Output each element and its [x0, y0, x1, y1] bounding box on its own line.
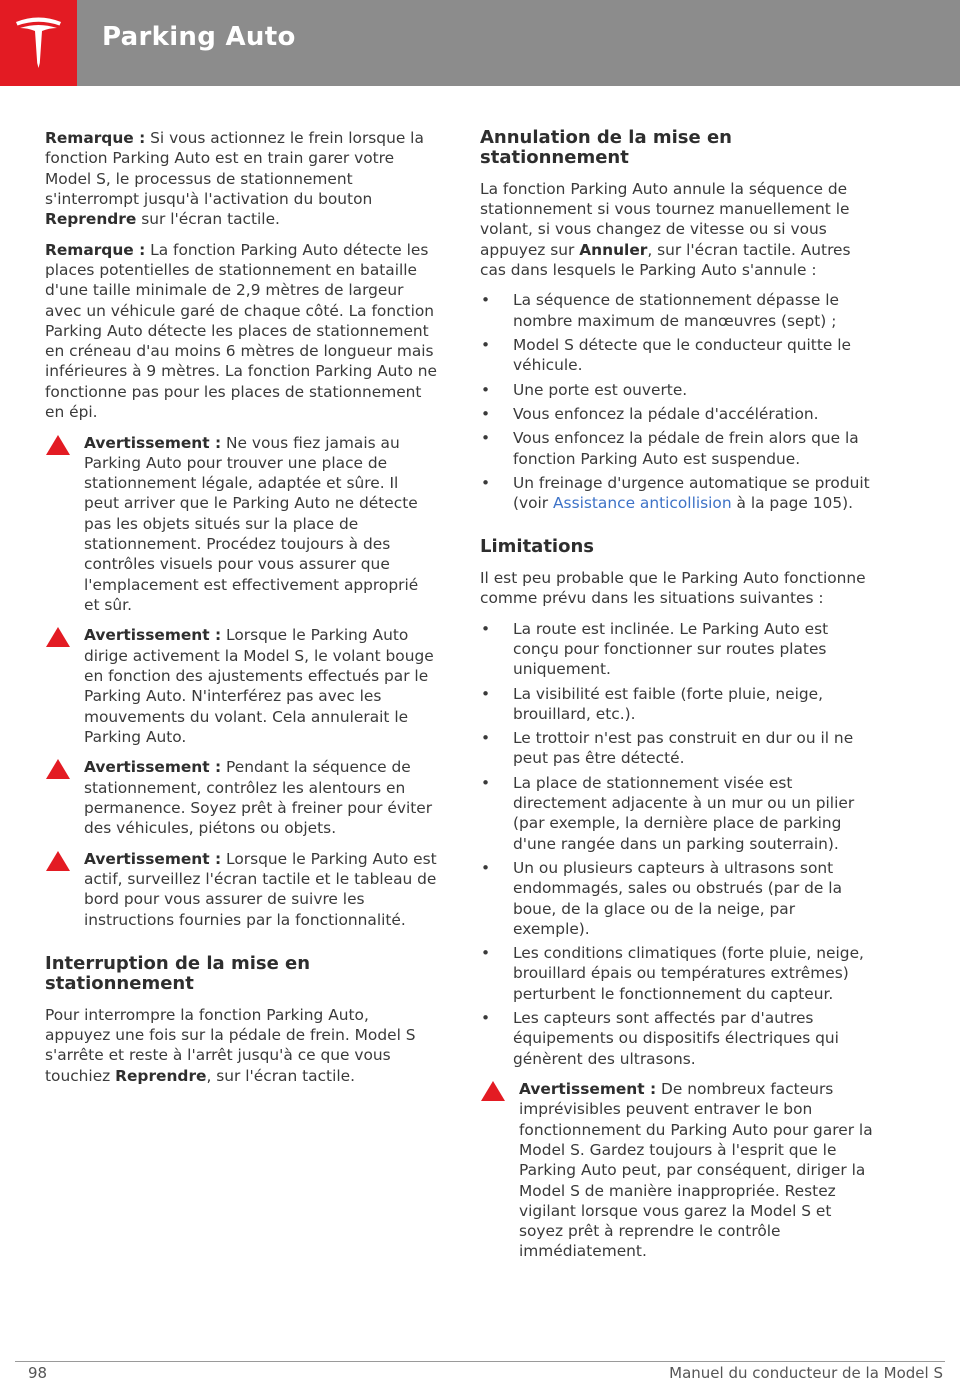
section-heading-interruption: Interruption de la mise en stationnement	[45, 952, 311, 995]
cancel-bullet-list	[480, 290, 875, 513]
warning-triangle-icon	[45, 850, 71, 872]
page-title: Parking Auto	[102, 22, 296, 52]
resume-term: Reprendre	[45, 210, 137, 229]
warning-triangle-icon	[45, 758, 71, 780]
note-detection: Remarque : La fonction Parking Auto détecte les places potentielles de stationnement en bataille d'une taille minimale de 2,9 mètres de largeur avec un véhicule garé de chaque côté. La fonction Parking Auto détecte les places de stationnement en créneau d'au moins 6 mètres de longueur mais inférieures à 9 mètres. La fonction Parking Auto ne fonctionne pas pour les places de stationnement en épi.	[45, 240, 438, 422]
warning-block: Avertissement : Ne vous fiez jamais au Parking Auto pour trouver une place de stationnement légale, adaptée et sûre. Il peut arriver que le Parking Auto ne détecte pas les objets situés sur la place de stationnement. Procédez toujours à des contrôles visuels pour vous assurer que l'emplacement est effectivement approprié et sûr.	[45, 433, 437, 616]
section-heading-limitations: Limitations	[480, 536, 594, 558]
section-heading-cancel: Annulation de la mise en stationnement	[480, 127, 732, 169]
list-item: • Les capteurs sont affectés par d'autres équipements ou dispositifs électriques qui génèrent des ultrasons.	[480, 1008, 875, 1069]
warning-label: Avertissement :	[84, 849, 222, 868]
list-item: • Le trottoir n'est pas construit en dur ou il ne peut pas être détecté.	[480, 728, 875, 769]
warning-block: Avertissement : Lorsque le Parking Auto est actif, surveillez l'écran tactile et le tableau de bord pour vous assurer de suivre les instructions fournies par la fonctionnalité.	[45, 849, 437, 930]
warning-block: Avertissement : De nombreux facteurs imprévisibles peuvent entraver le bon fonctionnement du Parking Auto pour garer la Model S. Gardez toujours à l'esprit que le Parking Auto peut, par conséquent, diriger la Model S de manière inappropriée. Restez vigilant lorsque vous garez la Model S et soyez prêt à reprendre le contrôle immédiatement.	[480, 1079, 875, 1262]
brand-logo	[0, 0, 77, 86]
resume-term: Reprendre	[115, 1066, 207, 1085]
warning-label: Avertissement :	[84, 433, 222, 452]
note-label: Remarque :	[45, 129, 146, 147]
interruption-text: Pour interrompre la fonction Parking Auto, appuyez une fois sur la pédale de frein. Model S s'arrête et reste à l'arrêt jusqu'à ce que vous touchiez Reprendre, sur l'écran tactile.	[45, 1005, 416, 1085]
limitations-bullet-list	[480, 619, 875, 1069]
note-label: Remarque :	[45, 240, 146, 259]
cancel-term: Annuler	[579, 240, 648, 259]
link-assistance-anticollision[interactable]: Assistance anticollision	[553, 494, 732, 513]
left-column	[45, 128, 437, 1096]
list-item: • Vous enfoncez la pédale d'accélération.	[480, 404, 875, 424]
limitations-intro: Il est peu probable que le Parking Auto fonctionne comme prévu dans les situations suivantes :	[480, 568, 866, 608]
warning-triangle-icon	[45, 626, 71, 648]
note-brake: Remarque : Si vous actionnez le frein lorsque la fonction Parking Auto est en train garer votre Model S, le processus de stationnement s'interrompt jusqu'à l'activation du bouton Reprendre sur l'écran tactile.	[45, 129, 424, 229]
warning-block: Avertissement : Lorsque le Parking Auto dirige activement la Model S, le volant bouge en fonction des ajustements effectués par le Parking Auto. N'interférez pas avec les mouvements du volant. Cela annulerait le Parking Auto.	[45, 625, 437, 747]
cancel-text: La fonction Parking Auto annule la séquence de stationnement si vous tournez manuellement le volant, si vous changez de vitesse ou si vous appuyez sur Annuler, sur l'écran tactile. Autres cas dans lesquels le Parking Auto s'annule :	[480, 179, 851, 279]
list-item: • La séquence de stationnement dépasse le nombre maximum de manœuvres (sept) ;	[480, 290, 875, 331]
warning-label: Avertissement :	[84, 758, 222, 777]
right-column	[480, 128, 875, 1272]
footer-divider	[15, 1361, 945, 1362]
list-item: • La visibilité est faible (forte pluie, neige, brouillard, etc.).	[480, 684, 875, 725]
warning-triangle-icon	[45, 434, 71, 456]
list-item: • Vous enfoncez la pédale de frein alors que la fonction Parking Auto est suspendue.	[480, 428, 875, 469]
manual-title: Manuel du conducteur de la Model S	[669, 1364, 943, 1382]
list-item: • Une porte est ouverte.	[480, 380, 875, 400]
warning-label: Avertissement :	[519, 1080, 657, 1099]
list-item: • Un ou plusieurs capteurs à ultrasons sont endommagés, sales ou obstrués (par de la boue, de la glace ou de la neige, par exemple).	[480, 858, 875, 939]
list-item: • Un freinage d'urgence automatique se produit (voir Assistance anticollision à la page 105).	[480, 473, 875, 514]
tesla-logo-icon	[14, 16, 63, 70]
page-header	[0, 0, 960, 86]
list-item: • Model S détecte que le conducteur quitte le véhicule.	[480, 335, 875, 376]
warning-triangle-icon	[480, 1080, 506, 1102]
warning-block: Avertissement : Pendant la séquence de stationnement, contrôlez les alentours en permanence. Soyez prêt à freiner pour éviter des véhicules, piétons ou objets.	[45, 757, 437, 838]
list-item: • La place de stationnement visée est directement adjacente à un mur ou un pilier (par exemple, la dernière place de parking d'une rangée dans un parking souterrain).	[480, 773, 875, 854]
page-number: 98	[28, 1364, 48, 1382]
list-item: • La route est inclinée. Le Parking Auto est conçu pour fonctionner sur routes plates uniquement.	[480, 619, 875, 680]
warning-label: Avertissement :	[84, 626, 222, 645]
list-item: • Les conditions climatiques (forte pluie, neige, brouillard épais ou températures extrêmes) perturbent le fonctionnement du capteur.	[480, 943, 875, 1004]
